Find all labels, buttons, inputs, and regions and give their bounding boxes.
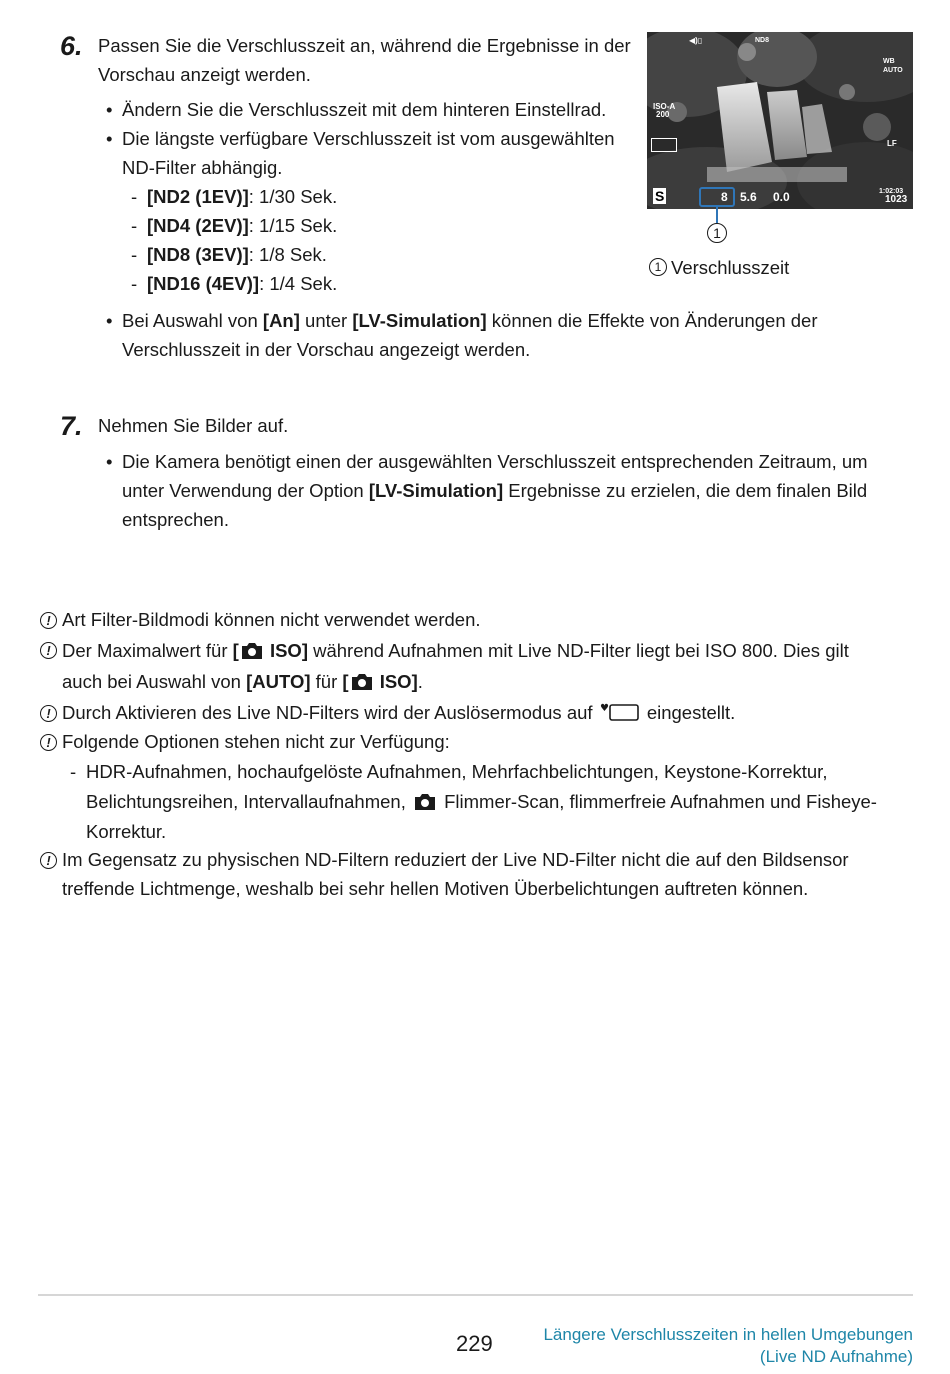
nd-item: - [ND4 (2EV)]: 1/15 Sek. bbox=[147, 211, 337, 240]
shutter-callout-box bbox=[699, 187, 735, 207]
figure-caption: Verschlusszeit bbox=[671, 257, 790, 278]
waterfall-image bbox=[647, 32, 913, 209]
step-6-text bbox=[98, 31, 631, 89]
step-7-text: Nehmen Sie Bilder auf. bbox=[98, 415, 289, 436]
footer-section-title: Längere Verschlusszeiten in hellen Umgebungen (Live ND Aufnahme) bbox=[543, 1325, 913, 1366]
note-4: Folgende Optionen stehen nicht zur Verfügung: bbox=[62, 731, 450, 752]
note-1: Art Filter-Bildmodi können nicht verwendet werden. bbox=[62, 609, 481, 630]
step-6-bullet-1: • Ändern Sie die Verschlusszeit mit dem hinteren Einstellrad. bbox=[122, 95, 606, 124]
iso-value: 200 bbox=[656, 110, 670, 119]
note-4-sublist: - HDR-Aufnahmen, hochaufgelöste Aufnahmen, Mehrfachbelichtungen, Keystone-Korrektur, Belichtungsreihen, Intervallaufnahmen, Flimmer-Scan, flimmerfreie Aufnahmen und Fisheye- Korrektur. bbox=[86, 757, 877, 847]
caution-icon: ! bbox=[40, 642, 57, 659]
caution-icon: ! bbox=[40, 734, 57, 751]
time-value: 1:02:03 bbox=[879, 188, 904, 195]
step-6-bullet-2-line2: ND-Filter abhängig. bbox=[122, 157, 283, 178]
step-6-bullet-2 bbox=[122, 124, 615, 182]
step-6-number: 6. bbox=[60, 31, 83, 61]
quality-indicator: LF bbox=[887, 139, 897, 148]
camera-screen-figure bbox=[647, 32, 913, 209]
count-value: 1023 bbox=[885, 194, 908, 205]
camera-icon bbox=[413, 793, 437, 811]
caution-icon: ! bbox=[40, 612, 57, 629]
callout-number: 1 bbox=[707, 223, 727, 243]
caption-number: 1 bbox=[649, 258, 667, 276]
wb-indicator: WB AUTO bbox=[883, 58, 903, 74]
mode-s-badge: S bbox=[655, 188, 665, 204]
sound-icon: ◀)▯ bbox=[689, 36, 703, 45]
camera-icon bbox=[351, 673, 373, 691]
step-6-line2: Vorschau anzeigt werden. bbox=[98, 64, 311, 85]
nd-item: - [ND8 (3EV)]: 1/8 Sek. bbox=[147, 240, 327, 269]
step-6-bullet-3: • Bei Auswahl von [An] unter [LV-Simulation] können die Effekte von Änderungen der Verschlusszeit in der Vorschau angezeigt werden. bbox=[122, 306, 818, 364]
iso-label: ISO-A bbox=[653, 102, 676, 111]
note-3: Durch Aktivieren des Live ND-Filters wird der Auslösermodus auf ♥ eingestellt. bbox=[62, 702, 736, 723]
caution-icon: ! bbox=[40, 852, 57, 869]
step-6-line1: Passen Sie die Verschlusszeit an, während die Ergebnisse in der bbox=[98, 35, 631, 56]
step-7-bullet-1: • Die Kamera benötigt einen der ausgewählten Verschlusszeit entsprechenden Zeitraum, um unter Verwendung der Option [LV-Simulation] Ergebnisse zu erzielen, die dem finalen Bild entsprechen. bbox=[122, 447, 868, 534]
caution-icon: ! bbox=[40, 705, 57, 722]
footer-divider bbox=[38, 1294, 913, 1296]
nd-item: - [ND16 (4EV)]: 1/4 Sek. bbox=[147, 269, 337, 298]
svg-text:♥: ♥ bbox=[599, 703, 609, 714]
note-2: Der Maximalwert für [ ISO] während Aufnahmen mit Live ND-Filter liegt bei ISO 800. Dies gilt auch bei Auswahl von [AUTO] für [ ISO]. bbox=[62, 640, 849, 692]
drive-mode-icon bbox=[651, 138, 677, 152]
shutter-value: 8 bbox=[721, 190, 728, 204]
step-7-number: 7. bbox=[60, 411, 83, 441]
callout-line bbox=[716, 207, 718, 223]
step-6-bullet-2-line1: Die längste verfügbare Verschlusszeit ist vom ausgewählten bbox=[122, 128, 615, 149]
camera-icon bbox=[241, 642, 263, 660]
nd-indicator: ND8 bbox=[755, 37, 770, 44]
aperture-value: 5.6 bbox=[740, 190, 757, 204]
nd-item: - [ND2 (1EV)]: 1/30 Sek. bbox=[147, 182, 337, 211]
page-number: 229 bbox=[456, 1331, 493, 1356]
exposure-value: 0.0 bbox=[773, 190, 790, 204]
note-5: Im Gegensatz zu physischen ND-Filtern reduziert der Live ND-Filter nicht die auf den Bildsensor treffende Lichtmenge, weshalb bei sehr hellen Motiven Überbelichtungen auftreten können. bbox=[62, 849, 849, 899]
silent-single-shot-icon bbox=[600, 702, 640, 722]
